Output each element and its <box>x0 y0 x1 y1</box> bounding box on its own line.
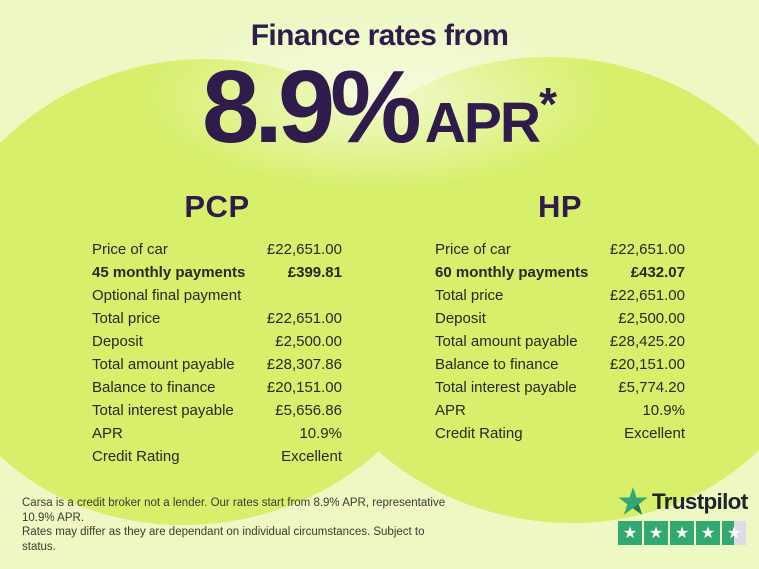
legal-disclaimer <box>22 496 452 554</box>
apr-label: APR <box>424 91 540 155</box>
row-label: APR <box>435 402 466 419</box>
row-label: Balance to finance <box>435 356 559 373</box>
trustpilot-brand-text: Trustpilot <box>652 489 748 514</box>
hp-table-title: HP <box>537 189 583 224</box>
row-value: Excellent <box>281 448 342 465</box>
table-row <box>435 422 685 445</box>
trustpilot-star-box <box>722 521 746 545</box>
trustpilot-badge <box>618 487 748 545</box>
pcp-table-title: PCP <box>184 189 250 224</box>
trustpilot-star-icon <box>618 487 648 517</box>
row-label: 60 monthly payments <box>435 264 589 281</box>
page-title: Finance rates from <box>250 19 509 52</box>
table-row <box>92 284 342 307</box>
row-label: Balance to finance <box>92 379 216 396</box>
trustpilot-star-box <box>670 521 694 545</box>
row-label: Total price <box>92 310 161 327</box>
hp-finance-table <box>435 189 685 445</box>
pcp-finance-table <box>92 189 342 468</box>
table-row <box>435 307 685 330</box>
table-row <box>435 376 685 399</box>
row-value: £5,656.86 <box>275 402 342 419</box>
table-row <box>92 399 342 422</box>
row-label: Deposit <box>92 333 143 350</box>
row-value: £22,651.00 <box>266 310 342 327</box>
row-value: £399.81 <box>287 264 342 281</box>
hp-table-rows <box>435 238 685 445</box>
star-glyph: ★ <box>700 523 716 542</box>
row-value: £432.07 <box>630 264 685 281</box>
row-value: 10.9% <box>299 425 342 442</box>
table-row <box>92 307 342 330</box>
row-label: Optional final payment <box>92 287 242 304</box>
table-row <box>435 284 685 307</box>
table-row <box>92 376 342 399</box>
trustpilot-star-box <box>696 521 720 545</box>
row-label: Total amount payable <box>435 333 578 350</box>
row-value: £5,774.20 <box>618 379 685 396</box>
row-value: £2,500.00 <box>618 310 685 327</box>
row-label: 45 monthly payments <box>92 264 246 281</box>
row-value: £22,651.00 <box>609 287 685 304</box>
table-row <box>92 422 342 445</box>
star-glyph: ★ <box>648 523 664 542</box>
trustpilot-logo <box>618 487 748 517</box>
row-label: Deposit <box>435 310 486 327</box>
row-value: £2,500.00 <box>275 333 342 350</box>
row-label: Price of car <box>435 241 511 258</box>
table-row <box>92 261 342 284</box>
table-row <box>435 399 685 422</box>
row-label: Credit Rating <box>435 425 523 442</box>
disclaimer-line-2: Rates may differ as they are dependant on individual circumstances. Subject to status. <box>22 526 425 553</box>
rate-value: 8.9% <box>201 49 417 164</box>
table-row <box>92 353 342 376</box>
row-value: £22,651.00 <box>609 241 685 258</box>
row-label: Total price <box>435 287 504 304</box>
star-glyph: ★ <box>674 523 690 542</box>
row-value: £20,151.00 <box>609 356 685 373</box>
row-value: £28,307.86 <box>266 356 342 373</box>
disclaimer-line-1: Carsa is a credit broker not a lender. Our rates start from 8.9% APR, representative 10.9% APR. <box>22 497 446 524</box>
star-glyph: ★ <box>726 523 742 542</box>
trustpilot-star-box <box>644 521 668 545</box>
row-value: 10.9% <box>642 402 685 419</box>
table-row <box>435 330 685 353</box>
row-label: Total interest payable <box>435 379 577 396</box>
headline-rate <box>0 49 759 164</box>
row-label: APR <box>92 425 123 442</box>
trustpilot-stars <box>618 521 748 545</box>
table-row <box>92 238 342 261</box>
row-label: Credit Rating <box>92 448 180 465</box>
row-value: £28,425.20 <box>609 333 685 350</box>
row-label: Total interest payable <box>92 402 234 419</box>
table-row <box>435 238 685 261</box>
asterisk-footnote-marker: * <box>539 78 558 130</box>
row-value: £22,651.00 <box>266 241 342 258</box>
table-row <box>435 353 685 376</box>
trustpilot-star-box <box>618 521 642 545</box>
table-row <box>92 445 342 468</box>
star-glyph: ★ <box>622 523 638 542</box>
pcp-table-rows <box>92 238 342 468</box>
row-value: £20,151.00 <box>266 379 342 396</box>
row-label: Total amount payable <box>92 356 235 373</box>
table-row <box>435 261 685 284</box>
row-value: Excellent <box>624 425 685 442</box>
table-row <box>92 330 342 353</box>
row-label: Price of car <box>92 241 168 258</box>
